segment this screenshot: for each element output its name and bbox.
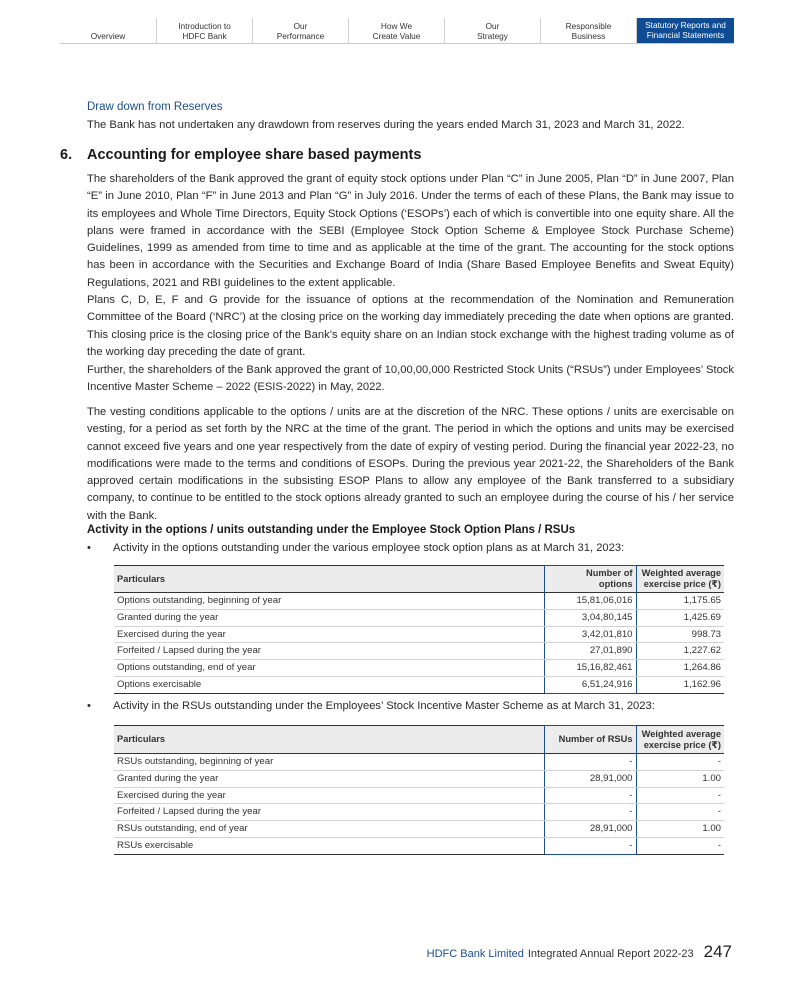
row-label: Options exercisable [114, 676, 544, 693]
row-value-number: 15,16,82,461 [544, 660, 636, 677]
table-row [114, 821, 724, 838]
bullet-symbol: • [87, 542, 91, 554]
table-row [114, 660, 724, 677]
row-label: Options outstanding, end of year [114, 660, 544, 677]
nav-tab-strategy[interactable]: Our Strategy [445, 18, 541, 43]
row-label: Granted during the year [114, 770, 544, 787]
row-label: RSUs exercisable [114, 837, 544, 854]
paragraph-rsu-approval: Further, the shareholders of the Bank approved the grant of 10,00,00,000 Restricted Stock Units (“RSUs”) under Employees’ Stock Incentive Master Scheme – 2022 (ESIS-2022) in May, 2022. [87, 364, 734, 394]
section-title: Accounting for employee share based payments [87, 147, 422, 163]
row-value-number: - [544, 754, 636, 771]
nav-tab-performance[interactable]: Our Performance [253, 18, 349, 43]
row-value-price: 1,264.86 [636, 660, 724, 677]
row-value-price: - [636, 837, 724, 854]
options-table [114, 565, 724, 694]
header-particulars: Particulars [114, 726, 544, 754]
drawdown-heading: Draw down from Reserves [87, 101, 223, 113]
nav-tab-responsible-business[interactable]: Responsible Business [541, 18, 637, 43]
row-value-number: 27,01,890 [544, 643, 636, 660]
bullet-rsus-intro [87, 700, 655, 712]
row-value-number: - [544, 837, 636, 854]
row-value-number: 28,91,000 [544, 770, 636, 787]
bullet-symbol: • [87, 700, 91, 712]
row-label: Granted during the year [114, 609, 544, 626]
row-label: Exercised during the year [114, 626, 544, 643]
rsus-intro-text: Activity in the RSUs outstanding under the Employees’ Stock Incentive Master Scheme as at March 31, 2023: [113, 700, 655, 712]
table-row [114, 609, 724, 626]
paragraph-vesting: The vesting conditions applicable to the options / units are at the discretion of the NRC. These options / units are exercisable on vesting, for a period as set forth by the NRC at the time of the grant. The period in which the options and units may be exercised cannot exceed five years and one year respectively from the date of expiry of vesting period. During the financial year 2022-23, no modifications were made to the terms and conditions of ESOPs. During the previous year 2021-22, the Shareholders of the Bank approved certain modifications in the subsisting ESOP Plans to allow any employee of the Bank transferred to a subsidiary company, to continue to be entitled to the stock options already granted to such an employee during the course of his / her service with the Bank. [87, 406, 734, 522]
header-particulars: Particulars [114, 566, 544, 593]
row-value-price: 998.73 [636, 626, 724, 643]
row-value-number: 28,91,000 [544, 821, 636, 838]
table-row [114, 676, 724, 693]
activity-heading: Activity in the options / units outstanding under the Employee Stock Option Plans / RSUs [87, 524, 576, 536]
row-value-number: - [544, 804, 636, 821]
row-label: Options outstanding, beginning of year [114, 593, 544, 610]
row-value-number: 3,04,80,145 [544, 609, 636, 626]
row-label: Forfeited / Lapsed during the year [114, 804, 544, 821]
section-heading [60, 147, 421, 163]
footer-company: HDFC Bank Limited [426, 948, 524, 960]
row-value-price: 1.00 [636, 770, 724, 787]
row-value-number: 3,42,01,810 [544, 626, 636, 643]
rsus-table [114, 725, 724, 855]
header-weighted-average-price: Weighted average exercise price (₹) [636, 566, 724, 593]
drawdown-text: The Bank has not undertaken any drawdown from reserves during the years ended March 31, 2023 and March 31, 2022. [87, 119, 685, 131]
top-navigation [60, 18, 734, 44]
table-row [114, 787, 724, 804]
table-row [114, 837, 724, 854]
header-number-of-rsus: Number of RSUs [544, 726, 636, 754]
page-number: 247 [703, 942, 732, 961]
table-row [114, 770, 724, 787]
table-row [114, 643, 724, 660]
header-number-of-options: Number of options [544, 566, 636, 593]
table-row [114, 804, 724, 821]
nav-tab-introduction[interactable]: Introduction to HDFC Bank [157, 18, 253, 43]
row-value-price: 1,162.96 [636, 676, 724, 693]
row-value-price: 1,227.62 [636, 643, 724, 660]
row-label: RSUs outstanding, end of year [114, 821, 544, 838]
options-intro-text: Activity in the options outstanding under the various employee stock option plans as at March 31, 2023: [113, 542, 625, 554]
nav-tab-statutory-reports[interactable]: Statutory Reports and Financial Statements [637, 18, 734, 43]
nav-tab-overview[interactable]: Overview [60, 18, 157, 43]
row-value-number: - [544, 787, 636, 804]
row-label: Forfeited / Lapsed during the year [114, 643, 544, 660]
page-footer [427, 942, 732, 962]
row-value-number: 6,51,24,916 [544, 676, 636, 693]
table-row [114, 754, 724, 771]
bullet-options-intro [87, 542, 624, 554]
row-label: RSUs outstanding, beginning of year [114, 754, 544, 771]
row-label: Exercised during the year [114, 787, 544, 804]
nav-tab-create-value[interactable]: How We Create Value [349, 18, 445, 43]
paragraph-issuance: Plans C, D, E, F and G provide for the issuance of options at the recommendation of the Nomination and Remuneration Committee of the Board (‘NRC’) at the closing price on the working day immediately preceding the date when options are granted. This closing price is the closing price of the Bank’s equity share on an Indian stock exchange with the highest trading volume as of the working day preceding the date of grant. [87, 294, 734, 358]
row-value-price: - [636, 754, 724, 771]
table-row [114, 626, 724, 643]
row-value-price: - [636, 804, 724, 821]
table-row [114, 593, 724, 610]
row-value-number: 15,81,06,016 [544, 593, 636, 610]
section-number: 6. [60, 147, 73, 163]
row-value-price: 1.00 [636, 821, 724, 838]
header-weighted-average-price: Weighted average exercise price (₹) [636, 726, 724, 754]
paragraph-plans: The shareholders of the Bank approved the grant of equity stock options under Plan “C” in June 2005, Plan “D” in June 2007, Plan “E” in June 2010, Plan “F” in June 2013 and Plan “G” in July 2016. Under the terms of each of these Plans, the Bank may issue to its employees and Whole Time Directors, Equity Stock Options (‘ESOPs’) each of which is convertible into one equity share. All the plans were framed in accordance with the SEBI (Employee Stock Option Scheme & Employee Stock Purchase Scheme) Guidelines, 1999 as amended from time to time and as applicable at the time of the grant. The accounting for the stock options has been in accordance with the Securities and Exchange Board of India (Share Based Employee Benefits and Sweat Equity) Regulations, 2021 and RBI guidelines to the extent applicable. [87, 173, 734, 289]
footer-report-title: Integrated Annual Report 2022-23 [527, 948, 694, 960]
row-value-price: 1,175.65 [636, 593, 724, 610]
row-value-price: 1,425.69 [636, 609, 724, 626]
row-value-price: - [636, 787, 724, 804]
